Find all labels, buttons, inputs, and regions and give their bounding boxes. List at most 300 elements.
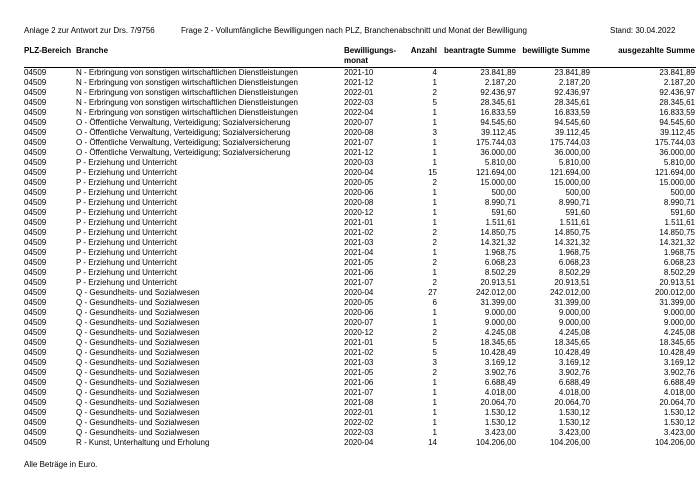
- table-row: [0, 368, 700, 378]
- cell-monat: 2021-07: [344, 138, 374, 147]
- cell-branche: Q - Gesundheits- und Sozialwesen: [76, 318, 200, 327]
- cell-anzahl: 1: [432, 388, 437, 397]
- cell-bewilligt: 1.530,12: [558, 418, 590, 427]
- cell-bewilligt: 4.245,08: [558, 328, 590, 337]
- cell-monat: 2021-06: [344, 268, 374, 277]
- cell-branche: Q - Gesundheits- und Sozialwesen: [76, 418, 200, 427]
- cell-monat: 2021-04: [344, 248, 374, 257]
- cell-ausgezahlt: 16.833,59: [659, 108, 695, 117]
- cell-beantragt: 39.112,45: [481, 128, 516, 137]
- cell-ausgezahlt: 14.321,32: [659, 238, 695, 247]
- table-row: [0, 178, 700, 188]
- cell-beantragt: 94.545,60: [480, 118, 516, 127]
- cell-beantragt: 242.012,00: [475, 288, 516, 297]
- cell-anzahl: 15: [428, 168, 437, 177]
- cell-monat: 2021-12: [344, 78, 374, 87]
- cell-ausgezahlt: 175.744,03: [654, 138, 695, 147]
- cell-plz: 04509: [24, 288, 47, 297]
- cell-bewilligt: 16.833,59: [554, 108, 590, 117]
- cell-beantragt: 16.833,59: [480, 108, 516, 117]
- cell-branche: Q - Gesundheits- und Sozialwesen: [76, 338, 200, 347]
- cell-bewilligt: 23.841,89: [554, 68, 590, 77]
- cell-anzahl: 1: [432, 78, 437, 87]
- table-row: [0, 138, 700, 148]
- cell-bewilligt: 242.012,00: [549, 288, 590, 297]
- cell-monat: 2021-02: [344, 348, 374, 357]
- cell-bewilligt: 14.321,32: [554, 238, 590, 247]
- cell-beantragt: 175.744,03: [475, 138, 516, 147]
- cell-beantragt: 8.990,71: [484, 198, 516, 207]
- cell-monat: 2021-02: [344, 228, 374, 237]
- cell-monat: 2022-01: [344, 88, 374, 97]
- table-row: [0, 378, 700, 388]
- document-annex-label: Anlage 2 zur Antwort zur Drs. 7/9756: [24, 26, 155, 35]
- table-row: [0, 328, 700, 338]
- cell-anzahl: 2: [432, 258, 437, 267]
- cell-branche: P - Erziehung und Unterricht: [76, 218, 177, 227]
- cell-ausgezahlt: 39.112,45: [660, 128, 695, 137]
- cell-ausgezahlt: 20.064,70: [659, 398, 695, 407]
- cell-beantragt: 121.694,00: [475, 168, 516, 177]
- cell-ausgezahlt: 18.345,65: [659, 338, 695, 347]
- cell-ausgezahlt: 3.902,76: [663, 368, 695, 377]
- cell-plz: 04509: [24, 188, 47, 197]
- cell-bewilligt: 92.436,97: [554, 88, 590, 97]
- cell-monat: 2021-01: [344, 218, 374, 227]
- cell-branche: P - Erziehung und Unterricht: [76, 188, 177, 197]
- cell-bewilligt: 9.000,00: [558, 318, 590, 327]
- cell-branche: P - Erziehung und Unterricht: [76, 178, 177, 187]
- cell-ausgezahlt: 591,60: [670, 208, 695, 217]
- cell-plz: 04509: [24, 98, 47, 107]
- cell-beantragt: 10.428,49: [480, 348, 516, 357]
- column-header-monat-line2: monat: [344, 56, 368, 65]
- cell-monat: 2020-08: [344, 128, 374, 137]
- cell-ausgezahlt: 15.000,00: [659, 178, 695, 187]
- cell-branche: Q - Gesundheits- und Sozialwesen: [76, 398, 200, 407]
- table-row: [0, 288, 700, 298]
- cell-monat: 2020-03: [344, 158, 374, 167]
- cell-plz: 04509: [24, 158, 47, 167]
- cell-branche: Q - Gesundheits- und Sozialwesen: [76, 428, 200, 437]
- cell-bewilligt: 1.968,75: [558, 248, 590, 257]
- table-row: [0, 78, 700, 88]
- cell-plz: 04509: [24, 198, 47, 207]
- cell-ausgezahlt: 104.206,00: [654, 438, 695, 447]
- document-date: Stand: 30.04.2022: [610, 26, 676, 35]
- cell-beantragt: 20.913,51: [480, 278, 516, 287]
- cell-beantragt: 1.511,61: [485, 218, 516, 227]
- cell-ausgezahlt: 4.018,00: [663, 388, 695, 397]
- cell-branche: Q - Gesundheits- und Sozialwesen: [76, 358, 200, 367]
- cell-ausgezahlt: 92.436,97: [659, 88, 695, 97]
- cell-branche: P - Erziehung und Unterricht: [76, 168, 177, 177]
- cell-ausgezahlt: 9.000,00: [663, 308, 695, 317]
- cell-beantragt: 1.530,12: [484, 408, 516, 417]
- table-row: [0, 298, 700, 308]
- cell-bewilligt: 8.990,71: [558, 198, 590, 207]
- cell-bewilligt: 6.688,49: [558, 378, 590, 387]
- table-row: [0, 268, 700, 278]
- cell-monat: 2022-03: [344, 98, 374, 107]
- cell-ausgezahlt: 4.245,08: [663, 328, 695, 337]
- cell-monat: 2022-02: [344, 418, 374, 427]
- cell-plz: 04509: [24, 178, 47, 187]
- cell-plz: 04509: [24, 358, 47, 367]
- cell-plz: 04509: [24, 148, 47, 157]
- cell-branche: P - Erziehung und Unterricht: [76, 158, 177, 167]
- cell-branche: P - Erziehung und Unterricht: [76, 268, 177, 277]
- cell-branche: Q - Gesundheits- und Sozialwesen: [76, 328, 200, 337]
- cell-branche: O - Öffentliche Verwaltung, Verteidigung; Sozialversicherung: [76, 138, 291, 147]
- cell-anzahl: 1: [432, 118, 437, 127]
- cell-anzahl: 1: [432, 268, 437, 277]
- cell-ausgezahlt: 1.511,61: [664, 218, 695, 227]
- cell-bewilligt: 31.399,00: [554, 298, 590, 307]
- cell-branche: Q - Gesundheits- und Sozialwesen: [76, 388, 200, 397]
- cell-beantragt: 500,00: [491, 188, 516, 197]
- cell-plz: 04509: [24, 388, 47, 397]
- cell-plz: 04509: [24, 308, 47, 317]
- cell-branche: Q - Gesundheits- und Sozialwesen: [76, 288, 200, 297]
- cell-plz: 04509: [24, 218, 47, 227]
- cell-monat: 2020-07: [344, 118, 374, 127]
- cell-ausgezahlt: 31.399,00: [659, 298, 695, 307]
- cell-ausgezahlt: 10.428,49: [659, 348, 695, 357]
- cell-anzahl: 1: [432, 378, 437, 387]
- cell-monat: 2022-03: [344, 428, 374, 437]
- cell-monat: 2021-07: [344, 388, 374, 397]
- table-row: [0, 88, 700, 98]
- cell-anzahl: 1: [432, 108, 437, 117]
- cell-ausgezahlt: 200.012,00: [654, 288, 695, 297]
- cell-branche: Q - Gesundheits- und Sozialwesen: [76, 408, 200, 417]
- cell-monat: 2021-05: [344, 368, 374, 377]
- cell-anzahl: 1: [432, 188, 437, 197]
- cell-bewilligt: 94.545,60: [554, 118, 590, 127]
- cell-bewilligt: 4.018,00: [558, 388, 590, 397]
- cell-bewilligt: 3.423,00: [558, 428, 590, 437]
- cell-anzahl: 1: [432, 138, 437, 147]
- cell-monat: 2020-06: [344, 308, 374, 317]
- cell-plz: 04509: [24, 398, 47, 407]
- cell-bewilligt: 2.187,20: [558, 78, 590, 87]
- cell-beantragt: 3.169,12: [484, 358, 516, 367]
- cell-monat: 2021-01: [344, 338, 374, 347]
- cell-ausgezahlt: 2.187,20: [663, 78, 695, 87]
- cell-monat: 2021-10: [344, 68, 374, 77]
- cell-ausgezahlt: 8.502,29: [663, 268, 695, 277]
- cell-beantragt: 31.399,00: [480, 298, 516, 307]
- cell-anzahl: 1: [432, 308, 437, 317]
- table-row: [0, 118, 700, 128]
- cell-plz: 04509: [24, 68, 47, 77]
- cell-plz: 04509: [24, 128, 47, 137]
- cell-plz: 04509: [24, 408, 47, 417]
- cell-anzahl: 1: [432, 218, 437, 227]
- cell-beantragt: 14.321,32: [480, 238, 516, 247]
- cell-branche: Q - Gesundheits- und Sozialwesen: [76, 298, 200, 307]
- cell-bewilligt: 5.810,00: [558, 158, 590, 167]
- cell-monat: 2020-04: [344, 288, 374, 297]
- cell-monat: 2021-03: [344, 358, 374, 367]
- cell-branche: N - Erbringung von sonstigen wirtschaftlichen Dienstleistungen: [76, 78, 298, 87]
- cell-monat: 2020-06: [344, 188, 374, 197]
- cell-anzahl: 1: [432, 418, 437, 427]
- cell-bewilligt: 28.345,61: [554, 98, 590, 107]
- cell-ausgezahlt: 500,00: [670, 188, 695, 197]
- table-row: [0, 68, 700, 78]
- table-row: [0, 148, 700, 158]
- cell-branche: P - Erziehung und Unterricht: [76, 278, 177, 287]
- data-table-body: [0, 68, 700, 448]
- cell-branche: R - Kunst, Unterhaltung und Erholung: [76, 438, 210, 447]
- cell-plz: 04509: [24, 318, 47, 327]
- cell-branche: P - Erziehung und Unterricht: [76, 248, 177, 257]
- cell-plz: 04509: [24, 208, 47, 217]
- cell-plz: 04509: [24, 108, 47, 117]
- cell-ausgezahlt: 6.068,23: [663, 258, 695, 267]
- cell-anzahl: 1: [432, 208, 437, 217]
- table-row: [0, 258, 700, 268]
- table-row: [0, 388, 700, 398]
- cell-branche: P - Erziehung und Unterricht: [76, 258, 177, 267]
- cell-anzahl: 1: [432, 408, 437, 417]
- cell-beantragt: 36.000,00: [480, 148, 516, 157]
- cell-bewilligt: 10.428,49: [554, 348, 590, 357]
- cell-plz: 04509: [24, 428, 47, 437]
- cell-beantragt: 6.068,23: [484, 258, 516, 267]
- table-row: [0, 198, 700, 208]
- cell-bewilligt: 1.530,12: [558, 408, 590, 417]
- table-row: [0, 228, 700, 238]
- cell-plz: 04509: [24, 78, 47, 87]
- cell-beantragt: 92.436,97: [480, 88, 516, 97]
- cell-ausgezahlt: 121.694,00: [654, 168, 695, 177]
- table-row: [0, 358, 700, 368]
- cell-branche: Q - Gesundheits- und Sozialwesen: [76, 368, 200, 377]
- column-header-ausgezahlt: ausgezahlte Summe: [618, 46, 695, 55]
- cell-anzahl: 5: [432, 338, 437, 347]
- cell-beantragt: 9.000,00: [484, 308, 516, 317]
- cell-beantragt: 591,60: [491, 208, 516, 217]
- cell-bewilligt: 39.112,45: [555, 128, 590, 137]
- cell-ausgezahlt: 94.545,60: [659, 118, 695, 127]
- document-title: Frage 2 - Vollumfängliche Bewilligungen nach PLZ, Branchenabschnitt und Monat der Bewilligung: [181, 26, 527, 35]
- cell-plz: 04509: [24, 228, 47, 237]
- cell-bewilligt: 6.068,23: [558, 258, 590, 267]
- table-row: [0, 218, 700, 228]
- cell-ausgezahlt: 36.000,00: [659, 148, 695, 157]
- cell-bewilligt: 104.206,00: [549, 438, 590, 447]
- cell-branche: N - Erbringung von sonstigen wirtschaftlichen Dienstleistungen: [76, 68, 298, 77]
- cell-bewilligt: 14.850,75: [554, 228, 590, 237]
- cell-beantragt: 28.345,61: [480, 98, 516, 107]
- table-row: [0, 128, 700, 138]
- column-header-branche: Branche: [76, 46, 109, 55]
- cell-monat: 2021-08: [344, 398, 374, 407]
- cell-monat: 2021-12: [344, 148, 374, 157]
- cell-branche: P - Erziehung und Unterricht: [76, 198, 177, 207]
- cell-beantragt: 3.423,00: [484, 428, 516, 437]
- cell-monat: 2020-12: [344, 208, 374, 217]
- cell-anzahl: 6: [432, 298, 437, 307]
- cell-anzahl: 2: [432, 368, 437, 377]
- cell-ausgezahlt: 1.530,12: [663, 408, 695, 417]
- cell-bewilligt: 20.913,51: [554, 278, 590, 287]
- cell-monat: 2020-08: [344, 198, 374, 207]
- column-header-beantragt: beantragte Summe: [443, 46, 516, 55]
- cell-branche: P - Erziehung und Unterricht: [76, 238, 177, 247]
- cell-bewilligt: 1.511,61: [559, 218, 590, 227]
- cell-beantragt: 5.810,00: [484, 158, 516, 167]
- cell-plz: 04509: [24, 248, 47, 257]
- cell-bewilligt: 3.902,76: [558, 368, 590, 377]
- cell-ausgezahlt: 23.841,89: [659, 68, 695, 77]
- table-row: [0, 308, 700, 318]
- cell-monat: 2021-06: [344, 378, 374, 387]
- cell-plz: 04509: [24, 238, 47, 247]
- cell-bewilligt: 20.064,70: [554, 398, 590, 407]
- cell-plz: 04509: [24, 378, 47, 387]
- table-row: [0, 428, 700, 438]
- cell-plz: 04509: [24, 258, 47, 267]
- cell-anzahl: 2: [432, 278, 437, 287]
- cell-plz: 04509: [24, 438, 47, 447]
- cell-beantragt: 9.000,00: [484, 318, 516, 327]
- cell-anzahl: 2: [432, 88, 437, 97]
- cell-ausgezahlt: 14.850,75: [659, 228, 695, 237]
- cell-beantragt: 18.345,65: [480, 338, 516, 347]
- cell-anzahl: 4: [432, 68, 437, 77]
- table-header: [0, 45, 700, 67]
- table-row: [0, 348, 700, 358]
- cell-monat: 2021-07: [344, 278, 374, 287]
- table-row: [0, 338, 700, 348]
- cell-ausgezahlt: 9.000,00: [663, 318, 695, 327]
- column-header-monat-line1: Bewilligungs-: [344, 46, 396, 55]
- cell-plz: 04509: [24, 368, 47, 377]
- cell-beantragt: 6.688,49: [484, 378, 516, 387]
- cell-beantragt: 23.841,89: [480, 68, 516, 77]
- cell-anzahl: 2: [432, 328, 437, 337]
- table-row: [0, 238, 700, 248]
- cell-ausgezahlt: 1.968,75: [663, 248, 695, 257]
- cell-beantragt: 14.850,75: [480, 228, 516, 237]
- cell-anzahl: 2: [432, 228, 437, 237]
- cell-ausgezahlt: 3.169,12: [663, 358, 695, 367]
- cell-ausgezahlt: 5.810,00: [663, 158, 695, 167]
- cell-plz: 04509: [24, 268, 47, 277]
- cell-ausgezahlt: 8.990,71: [663, 198, 695, 207]
- table-row: [0, 278, 700, 288]
- cell-bewilligt: 36.000,00: [554, 148, 590, 157]
- cell-anzahl: 14: [428, 438, 437, 447]
- cell-branche: N - Erbringung von sonstigen wirtschaftlichen Dienstleistungen: [76, 88, 298, 97]
- cell-anzahl: 1: [432, 318, 437, 327]
- cell-beantragt: 4.245,08: [484, 328, 516, 337]
- cell-monat: 2020-04: [344, 438, 374, 447]
- cell-branche: P - Erziehung und Unterricht: [76, 228, 177, 237]
- cell-monat: 2020-07: [344, 318, 374, 327]
- cell-monat: 2020-12: [344, 328, 374, 337]
- cell-anzahl: 2: [432, 238, 437, 247]
- cell-plz: 04509: [24, 298, 47, 307]
- cell-plz: 04509: [24, 88, 47, 97]
- cell-bewilligt: 175.744,03: [549, 138, 590, 147]
- table-row: [0, 158, 700, 168]
- cell-beantragt: 15.000,00: [480, 178, 516, 187]
- cell-plz: 04509: [24, 348, 47, 357]
- cell-beantragt: 4.018,00: [484, 388, 516, 397]
- cell-ausgezahlt: 6.688,49: [663, 378, 695, 387]
- cell-monat: 2020-04: [344, 168, 374, 177]
- table-row: [0, 418, 700, 428]
- column-header-bewilligt: bewilligte Summe: [522, 46, 590, 55]
- cell-anzahl: 5: [432, 348, 437, 357]
- table-row: [0, 408, 700, 418]
- cell-beantragt: 2.187,20: [484, 78, 516, 87]
- cell-plz: 04509: [24, 418, 47, 427]
- cell-monat: 2022-01: [344, 408, 374, 417]
- cell-anzahl: 1: [432, 158, 437, 167]
- cell-anzahl: 3: [432, 358, 437, 367]
- cell-ausgezahlt: 1.530,12: [663, 418, 695, 427]
- cell-bewilligt: 500,00: [565, 188, 590, 197]
- cell-anzahl: 27: [428, 288, 437, 297]
- table-row: [0, 208, 700, 218]
- cell-plz: 04509: [24, 138, 47, 147]
- cell-branche: O - Öffentliche Verwaltung, Verteidigung; Sozialversicherung: [76, 118, 291, 127]
- table-row: [0, 438, 700, 448]
- cell-beantragt: 104.206,00: [475, 438, 516, 447]
- cell-branche: Q - Gesundheits- und Sozialwesen: [76, 308, 200, 317]
- cell-anzahl: 1: [432, 198, 437, 207]
- cell-monat: 2020-05: [344, 178, 374, 187]
- cell-monat: 2021-05: [344, 258, 374, 267]
- cell-beantragt: 1.530,12: [484, 418, 516, 427]
- cell-bewilligt: 3.169,12: [558, 358, 590, 367]
- column-header-anzahl: Anzahl: [410, 46, 437, 55]
- cell-ausgezahlt: 20.913,51: [659, 278, 695, 287]
- cell-anzahl: 2: [432, 178, 437, 187]
- cell-bewilligt: 18.345,65: [554, 338, 590, 347]
- cell-bewilligt: 15.000,00: [554, 178, 590, 187]
- table-row: [0, 248, 700, 258]
- cell-branche: N - Erbringung von sonstigen wirtschaftlichen Dienstleistungen: [76, 98, 298, 107]
- cell-plz: 04509: [24, 338, 47, 347]
- cell-monat: 2022-04: [344, 108, 374, 117]
- footnote: Alle Beträge in Euro.: [24, 460, 98, 469]
- table-row: [0, 188, 700, 198]
- cell-anzahl: 5: [432, 98, 437, 107]
- cell-branche: O - Öffentliche Verwaltung, Verteidigung; Sozialversicherung: [76, 148, 291, 157]
- cell-plz: 04509: [24, 328, 47, 337]
- cell-beantragt: 20.064,70: [480, 398, 516, 407]
- cell-ausgezahlt: 3.423,00: [663, 428, 695, 437]
- cell-branche: O - Öffentliche Verwaltung, Verteidigung; Sozialversicherung: [76, 128, 291, 137]
- cell-anzahl: 1: [432, 428, 437, 437]
- cell-anzahl: 3: [432, 128, 437, 137]
- table-row: [0, 168, 700, 178]
- cell-plz: 04509: [24, 118, 47, 127]
- table-row: [0, 108, 700, 118]
- table-row: [0, 398, 700, 408]
- cell-branche: P - Erziehung und Unterricht: [76, 208, 177, 217]
- cell-beantragt: 8.502,29: [484, 268, 516, 277]
- cell-branche: Q - Gesundheits- und Sozialwesen: [76, 348, 200, 357]
- cell-anzahl: 1: [432, 148, 437, 157]
